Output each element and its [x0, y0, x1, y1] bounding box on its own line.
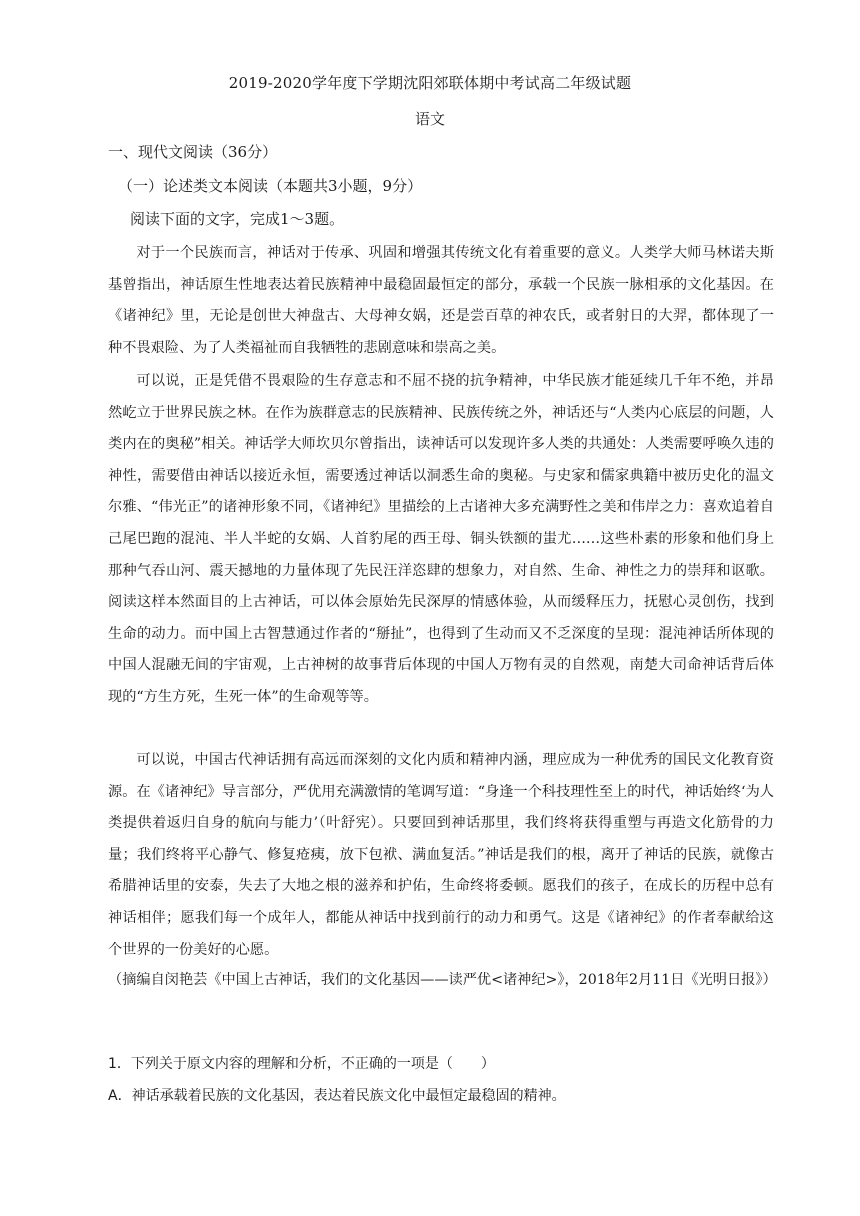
reading-instruction: 阅读下面的文字，完成1～3题。: [130, 210, 345, 228]
passage-paragraph-2: 可以说，正是凭借不畏艰险的生存意志和不屈不挠的抗争精神，中华民族才能延续几千年不绝，并昂然屹立于世界民族之林。在作为族群意志的民族精神、民族传统之外，神话还与“人类内心底层的问题，人类内在的奥秘”相关。神话学大师坎贝尔曾指出，读神话可以发现许多人类的共通处：人类需要呼唤久违的神性，需要借由神话以接近永恒，需要透过神话以洞悉生命的奥秘。与史家和儒家典籍中被历史化的温文尔雅、“伟光正”的诸神形象不同，《诸神纪》里描绘的上古诸神大多充满野性之美和伟岸之力：喜欢追着自己尾巴跑的混沌、半人半蛇的女娲、人首豹尾的西王母、铜头铁额的蚩尤……这些朴素的形象和他们身上那种气吞山河、震天撼地的力量体现了先民汪洋恣肆的想象力，对自然、生命、神性之力的崇拜和讴歌。阅读这样本然面目的上古神话，可以体会原始先民深厚的情感体验，从而缓释压力，抚慰心灵创伤，找到生命的动力。而中国上古智慧通过作者的“掰扯”，也得到了生动而又不乏深度的呈现：混沌神话所体现的中国人混融无间的宇宙观，上古神树的故事背后体现的中国人万物有灵的自然观，南楚大司命神话背后体现的“方生方死，生死一体”的生命观等等。: [108, 373, 774, 705]
sub-section-heading: （一）论述类文本阅读（本题共3小题，9分）: [118, 177, 423, 195]
question-1-stem: 1．下列关于原文内容的理解和分析，不正确的一项是（ ）: [108, 1056, 495, 1072]
section-heading: 一、现代文阅读（36分）: [108, 143, 278, 161]
subject-name: 语文: [414, 110, 445, 128]
question-1-option-a: A．神话承载着民族的文化基因，表达着民族文化中最恒定最稳固的精神。: [108, 1088, 566, 1104]
passage-source: （摘编自闵艳芸《中国上古神话，我们的文化基因——读严优<诸神纪>》，2018年2月11日《光明日报》）: [108, 972, 777, 988]
exam-title: 2019-2020学年度下学期沈阳郊联体期中考试高二年级试题: [228, 74, 632, 92]
passage-paragraph-1: 对于一个民族而言，神话对于传承、巩固和增强其传统文化有着重要的意义。人类学大师马林诺夫斯基曾指出，神话原生性地表达着民族精神中最稳固最恒定的部分，承载一个民族一脉相承的文化基因。在《诸神纪》里，无论是创世大神盘古、大母神女娲，还是尝百草的神农氏，或者射日的大羿，都体现了一种不畏艰险、为了人类福祉而自我牺牲的悲剧意味和崇高之美。: [108, 245, 774, 356]
passage-paragraph-3: 可以说，中国古代神话拥有高远而深刻的文化内质和精神内涵，理应成为一种优秀的国民文化教育资源。在《诸神纪》导言部分，严优用充满激情的笔调写道：“身逢一个科技理性至上的时代，神话始终‘为人类提供着返归自身的航向与能力’（叶舒宪）。只要回到神话那里，我们终将获得重塑与再造文化筋骨的力量；我们终将平心静气、修复疮痍，放下包袱、满血复活。”神话是我们的根，离开了神话的民族，就像古希腊神话里的安泰，失去了大地之根的滋养和护佑，生命终将委顿。愿我们的孩子，在成长的历程中总有神话相伴；愿我们每一个成年人，都能从神话中找到前行的动力和勇气。这是《诸神纪》的作者奉献给这个世界的一份美好的心愿。: [108, 752, 774, 958]
